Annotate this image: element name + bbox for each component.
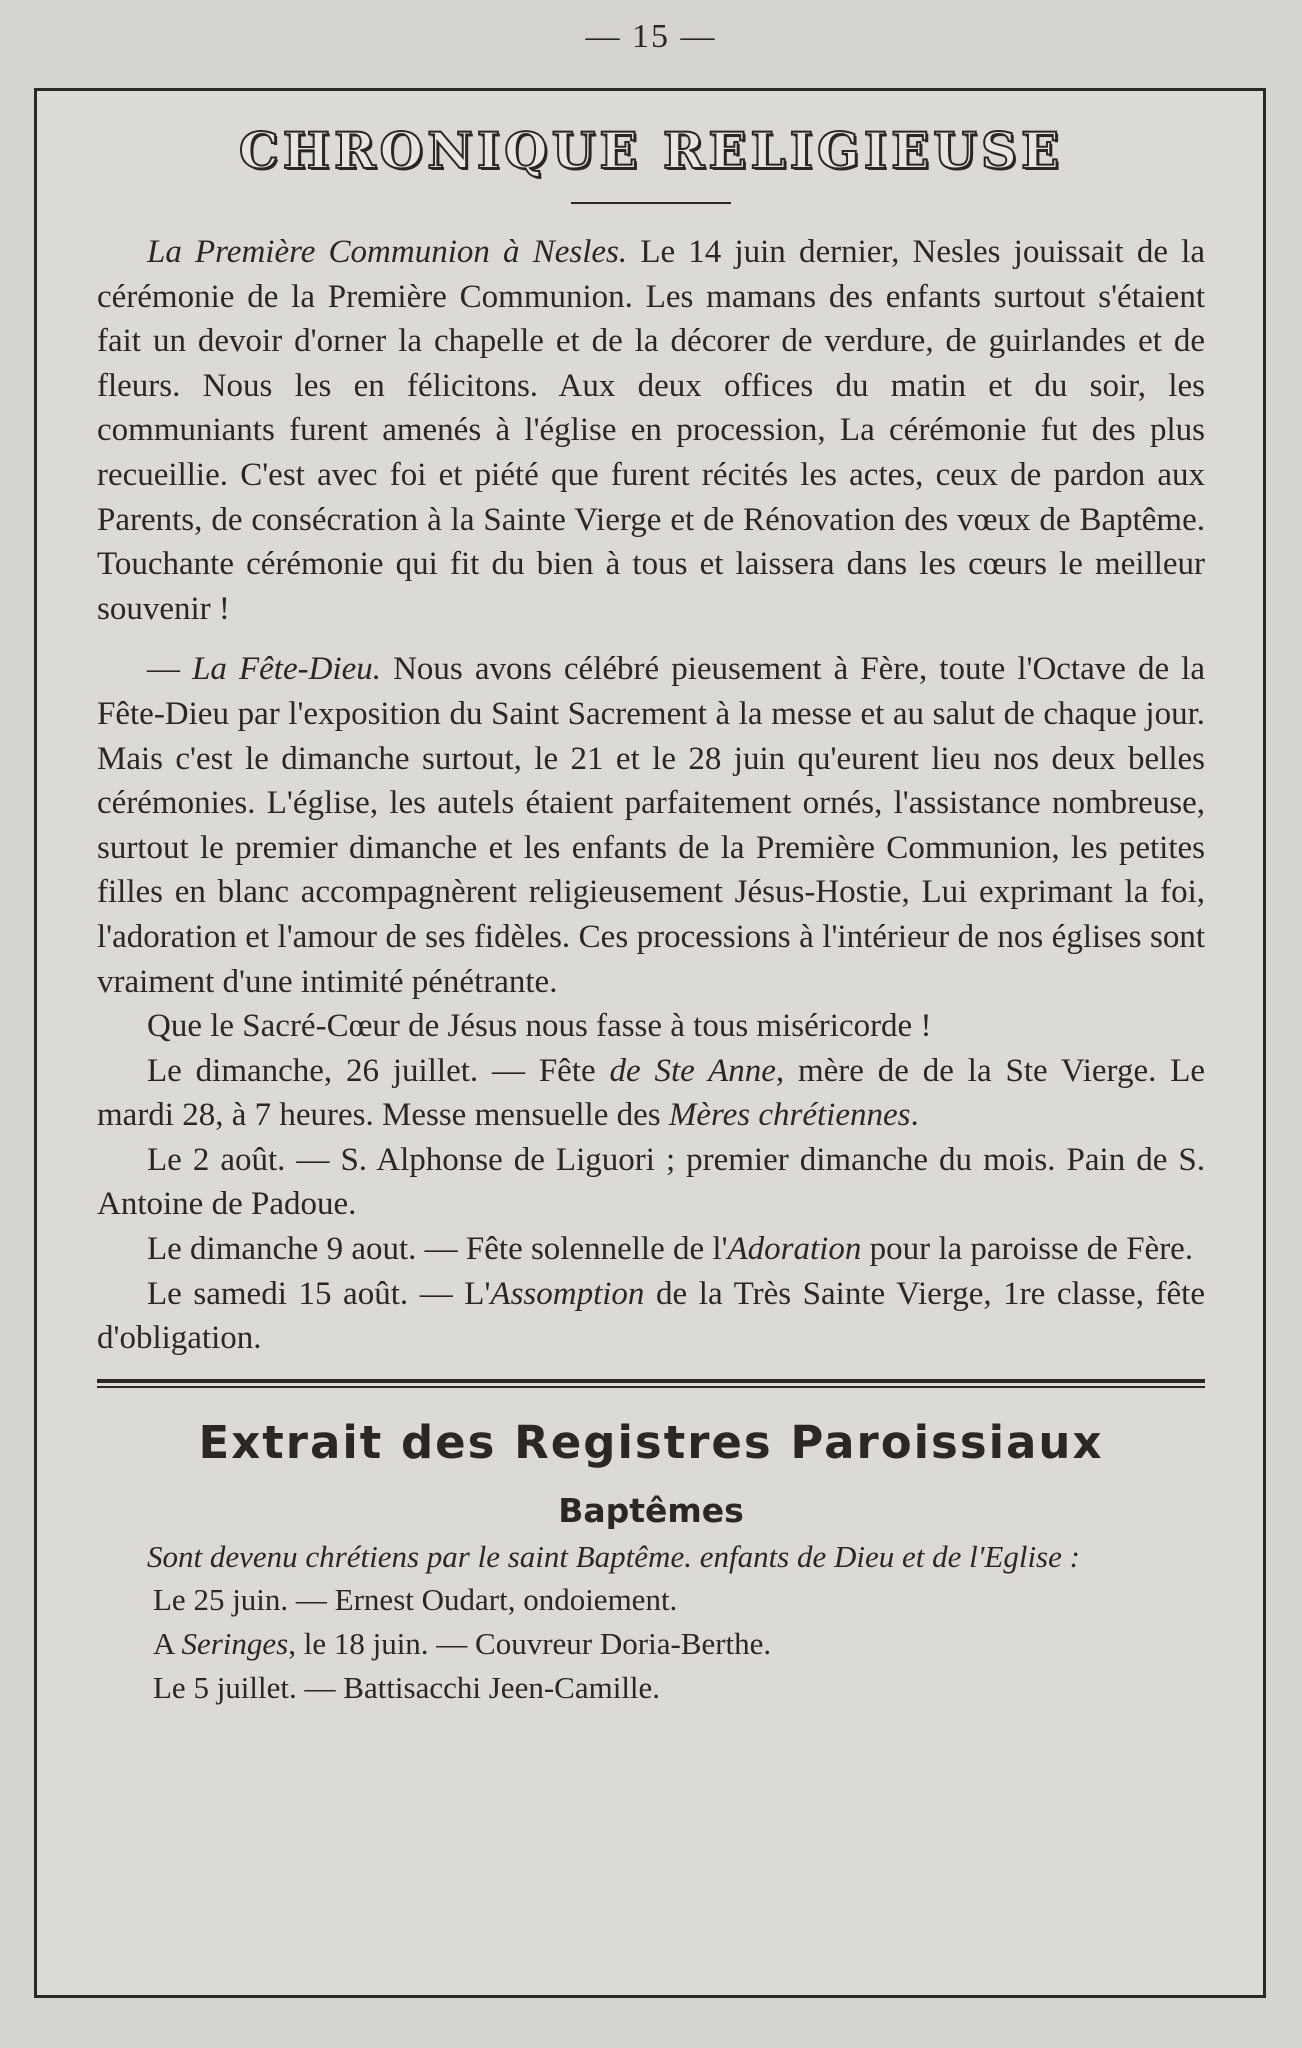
- text-run-italic: de Ste Anne: [609, 1052, 776, 1089]
- paragraph-sacre-coeur: Que le Sacré-Cœur de Jésus nous fasse à tous miséricorde !: [147, 1008, 932, 1045]
- text-run: de la Très Sainte Vierge, 1re classe, fête d'obligation.: [97, 1275, 1205, 1357]
- text-run: .: [910, 1097, 919, 1134]
- paragraph-dash: —: [147, 651, 193, 688]
- paragraph-adoration: [97, 1227, 1205, 1272]
- text-run: A: [153, 1625, 182, 1661]
- paragraph-liguori: Le 2 août. — S. Alphonse de Liguori ; premier dimanche du mois. Pain de S. Antoine de Padoue.: [97, 1141, 1205, 1223]
- paragraph-ste-anne: [97, 1049, 1205, 1138]
- paragraph-assomption: [97, 1272, 1205, 1361]
- paragraph-lead: La Fête-Dieu.: [192, 651, 382, 688]
- text-run: , le 18 juin. — Couvreur Doria-Berthe.: [288, 1625, 772, 1661]
- bapteme-entry: Le 5 juillet. — Battisacchi Jeen-Camille.: [153, 1669, 661, 1705]
- text-run: Le dimanche, 26 juillet. — Fête: [147, 1052, 610, 1089]
- section-divider: [97, 1379, 1205, 1388]
- paragraph-fete-dieu: [97, 647, 1205, 1004]
- baptemes-intro: Sont devenu chrétiens par le saint Baptême. enfants de Dieu et de l'Eglise :: [147, 1538, 1080, 1574]
- paragraph-text: Nous avons célébré pieusement à Fère, toute l'Octave de la Fête-Dieu par l'exposition du Saint Sacrement à la messe et au salut de chaque jour. Mais c'est le dimanche surtout, le 21 et le 28 juin qu'eurent lieu nos deux belles cérémonies. L'église, les autels étaient parfaitement ornés, l'assistance nombreuse, surtout le premier dimanche et les enfants de la Première Communion, les petites filles en blanc accompagnèrent religieusement Jésus-Hostie, Lui exprimant la foi, l'adoration et l'amour de ses fidèles. Ces processions à l'intérieur de nos églises sont vraiment d'une intimité pénétrante.: [97, 651, 1206, 1000]
- text-run-italic: Adoration: [727, 1231, 862, 1268]
- paragraph-lead: La Première Communion à Nesles.: [147, 234, 628, 270]
- text-run: pour la paroisse de Fère.: [861, 1231, 1194, 1268]
- bapteme-entry: [97, 1622, 1205, 1666]
- text-run-italic: Mères chrétiennes: [668, 1097, 911, 1134]
- chronique-title: CHRONIQUE RELIGIEUSE: [238, 121, 1064, 180]
- page-number: — 15 —: [585, 18, 717, 55]
- text-run: Le dimanche 9 aout. — Fête solennelle de l': [147, 1231, 728, 1268]
- paragraph-text: Le 14 juin dernier, Nesles jouissait de la cérémonie de la Première Communion. Les mamans des enfants surtout s'étaient fait un devoir d'orner la chapelle et de la décorer de verdure, de guirlandes et de fleurs. Nous les en félicitons. Aux deux offices du matin et du soir, les communiants furent amenés à l'église en procession, La cérémonie fut des plus recueillie. C'est avec foi et piété que furent récités les actes, ceux de pardon aux Parents, de consécration à la Sainte Vierge et de Rénovation des vœux de Baptême. Touchante cérémonie qui fit du bien à tous et laissera dans les cœurs le meilleur souvenir !: [97, 234, 1205, 627]
- text-run-italic: Seringes: [181, 1625, 289, 1661]
- text-run-italic: Assomption: [490, 1275, 645, 1312]
- title-rule: [571, 202, 731, 204]
- bapteme-entry: Le 25 juin. — Ernest Oudart, ondoiement.: [153, 1581, 678, 1617]
- baptemes-title: Baptêmes: [558, 1490, 744, 1530]
- text-run: Le samedi 15 août. — L': [147, 1275, 491, 1312]
- paragraph-premiere-communion: [97, 230, 1205, 631]
- text-run: , mère de de la Ste Vierge. Le mardi 28, à 7 heures. Messe mensuelle des: [97, 1052, 1205, 1134]
- extrait-title: Extrait des Registres Paroissiaux: [198, 1415, 1104, 1469]
- page-frame: [34, 88, 1266, 1998]
- page-content: [97, 91, 1205, 1710]
